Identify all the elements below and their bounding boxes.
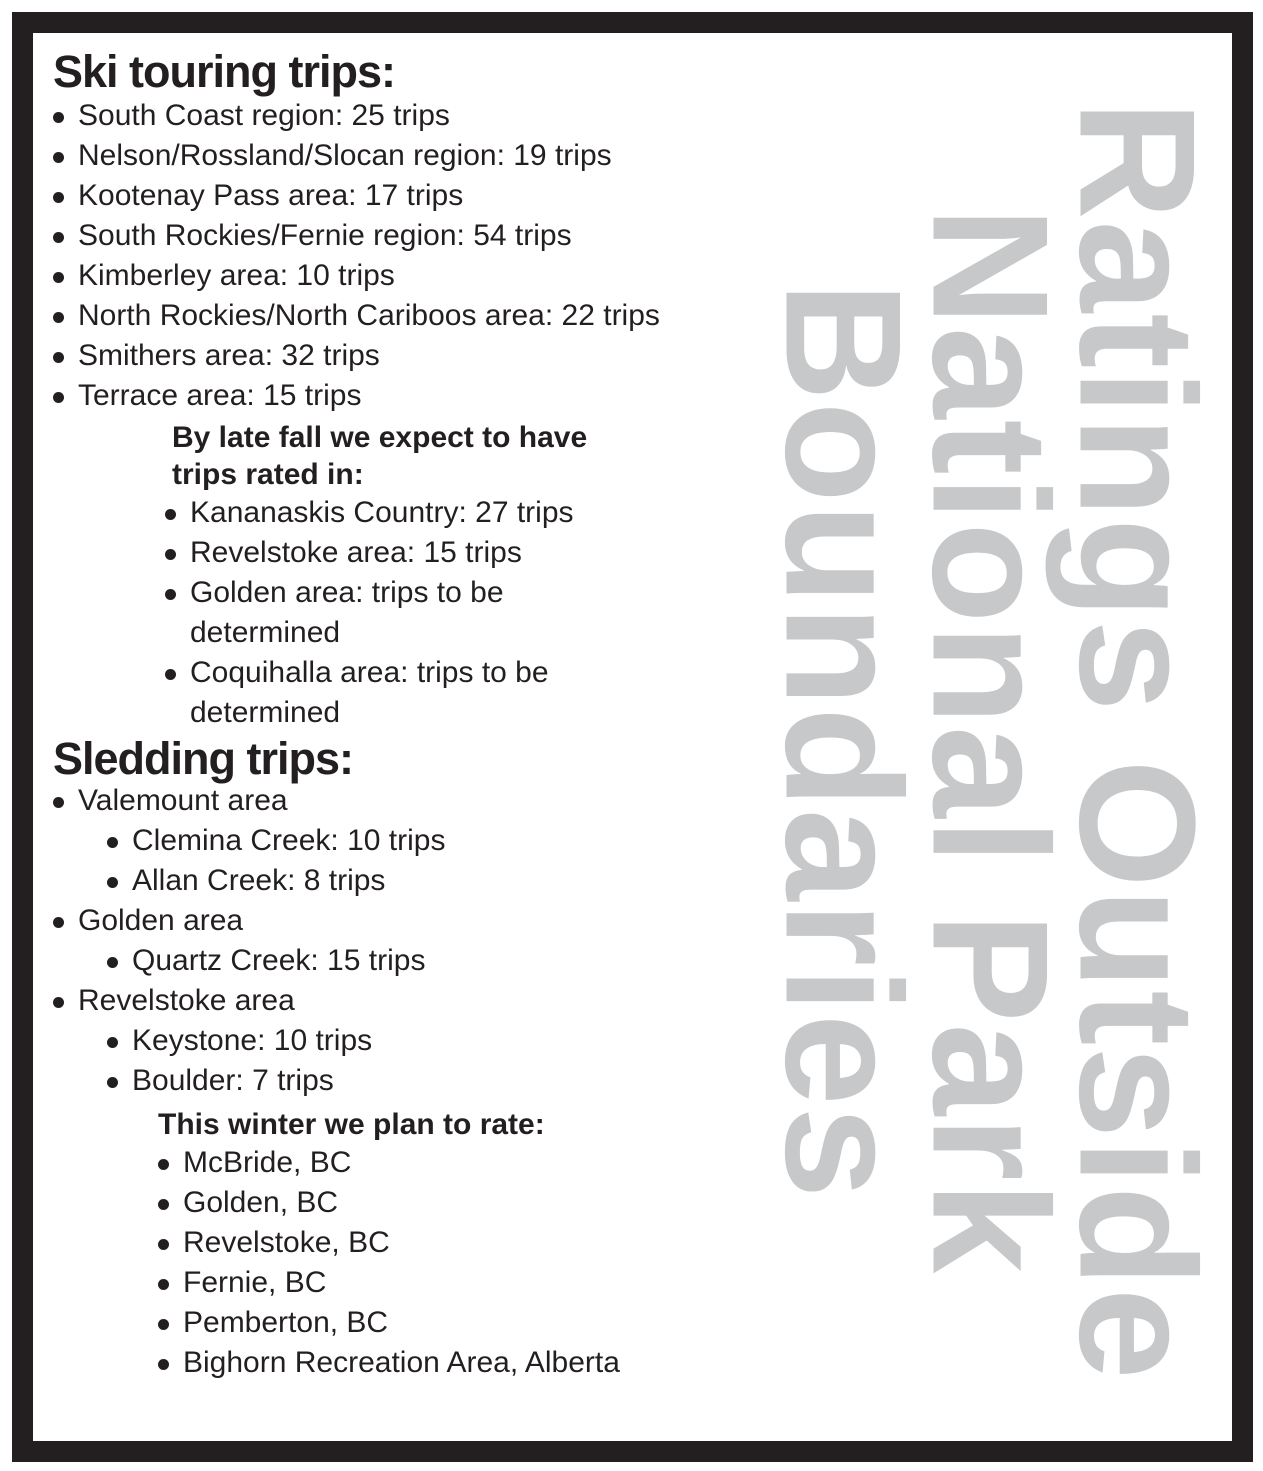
list-item (53, 981, 753, 1021)
bullet-icon (158, 1199, 169, 1210)
item-label: Revelstoke area: 15 trips (190, 536, 522, 569)
bullet-icon (53, 352, 64, 363)
winter-subsection-heading: This winter we plan to rate: (158, 1108, 545, 1141)
bullet-icon (158, 1159, 169, 1170)
list-item (53, 256, 753, 296)
watermark-line: National Park (898, 206, 1083, 1275)
item-label: Golden area (78, 904, 244, 937)
item-label: Golden area: trips to be determined (190, 576, 504, 649)
item-label: Boulder: 7 trips (132, 1064, 334, 1097)
bullet-icon (53, 112, 64, 123)
ski-touring-heading: Ski touring trips: (53, 46, 395, 97)
list-item (107, 861, 753, 901)
list-item (158, 1263, 718, 1303)
item-label: Smithers area: 32 trips (78, 339, 380, 372)
item-label: Pemberton, BC (183, 1306, 389, 1339)
list-item (158, 1183, 718, 1223)
list-item (53, 96, 753, 136)
bullet-icon (165, 669, 176, 680)
list-item (53, 136, 753, 176)
item-label: McBride, BC (183, 1146, 352, 1179)
bullet-icon (158, 1319, 169, 1330)
bullet-icon (53, 312, 64, 323)
item-label: Fernie, BC (183, 1266, 327, 1299)
bullet-icon (53, 272, 64, 283)
bullet-icon (53, 152, 64, 163)
item-label: Revelstoke, BC (183, 1226, 390, 1259)
item-label: Kootenay Pass area: 17 trips (78, 179, 464, 212)
sledding-heading: Sledding trips: (53, 733, 353, 784)
item-label: Allan Creek: 8 trips (132, 864, 386, 897)
bullet-icon (53, 997, 64, 1008)
ski-touring-list (53, 96, 753, 416)
list-item (158, 1223, 718, 1263)
list-item (165, 653, 635, 733)
list-item (53, 781, 753, 821)
bullet-icon (107, 1037, 118, 1048)
list-item (165, 573, 635, 653)
bullet-icon (107, 1077, 118, 1088)
list-item (158, 1143, 718, 1183)
item-label: Quartz Creek: 15 trips (132, 944, 426, 977)
watermark-line: Ratings Outside (1045, 100, 1230, 1381)
winter-subsection-list (158, 1143, 718, 1383)
item-label: Valemount area (78, 784, 288, 817)
item-label: Clemina Creek: 10 trips (132, 824, 446, 857)
list-item (53, 216, 753, 256)
bullet-icon (53, 232, 64, 243)
list-item (53, 336, 753, 376)
item-label: Coquihalla area: trips to be determined (190, 656, 549, 729)
item-label: Keystone: 10 trips (132, 1024, 373, 1057)
bullet-icon (158, 1359, 169, 1370)
item-label: South Rockies/Fernie region: 54 trips (78, 219, 572, 252)
ski-subsection-list (165, 493, 635, 733)
item-label: Golden, BC (183, 1186, 339, 1219)
list-item (158, 1303, 718, 1343)
list-item (53, 901, 753, 941)
bullet-icon (158, 1239, 169, 1250)
bullet-icon (53, 797, 64, 808)
bullet-icon (165, 549, 176, 560)
watermark-line: Boundaries (751, 281, 936, 1200)
bullet-icon (53, 192, 64, 203)
ski-subsection-heading-line2: trips rated in: (172, 458, 364, 491)
item-label: Revelstoke area (78, 984, 295, 1017)
ski-subsection-heading-line1: By late fall we expect to have (172, 421, 588, 454)
list-item (165, 533, 635, 573)
bullet-icon (165, 589, 176, 600)
list-item (53, 376, 753, 416)
bullet-icon (107, 837, 118, 848)
item-label: Terrace area: 15 trips (78, 379, 362, 412)
list-item (107, 1021, 753, 1061)
bullet-icon (107, 877, 118, 888)
list-item (158, 1343, 718, 1383)
item-label: Bighorn Recreation Area, Alberta (183, 1346, 620, 1379)
item-label: Kananaskis Country: 27 trips (190, 496, 574, 529)
item-label: North Rockies/North Cariboos area: 22 trips (78, 299, 660, 332)
list-item (165, 493, 635, 533)
list-item (53, 176, 753, 216)
bullet-icon (53, 917, 64, 928)
bullet-icon (53, 392, 64, 403)
item-label: Nelson/Rossland/Slocan region: 19 trips (78, 139, 612, 172)
list-item (107, 1061, 753, 1101)
ski-subsection-heading (172, 419, 587, 493)
bullet-icon (107, 957, 118, 968)
list-item (53, 296, 753, 336)
list-item (107, 941, 753, 981)
item-label: Kimberley area: 10 trips (78, 259, 395, 292)
sledding-list (53, 781, 753, 1101)
bullet-icon (158, 1279, 169, 1290)
list-item (107, 821, 753, 861)
item-label: South Coast region: 25 trips (78, 99, 450, 132)
bullet-icon (165, 509, 176, 520)
